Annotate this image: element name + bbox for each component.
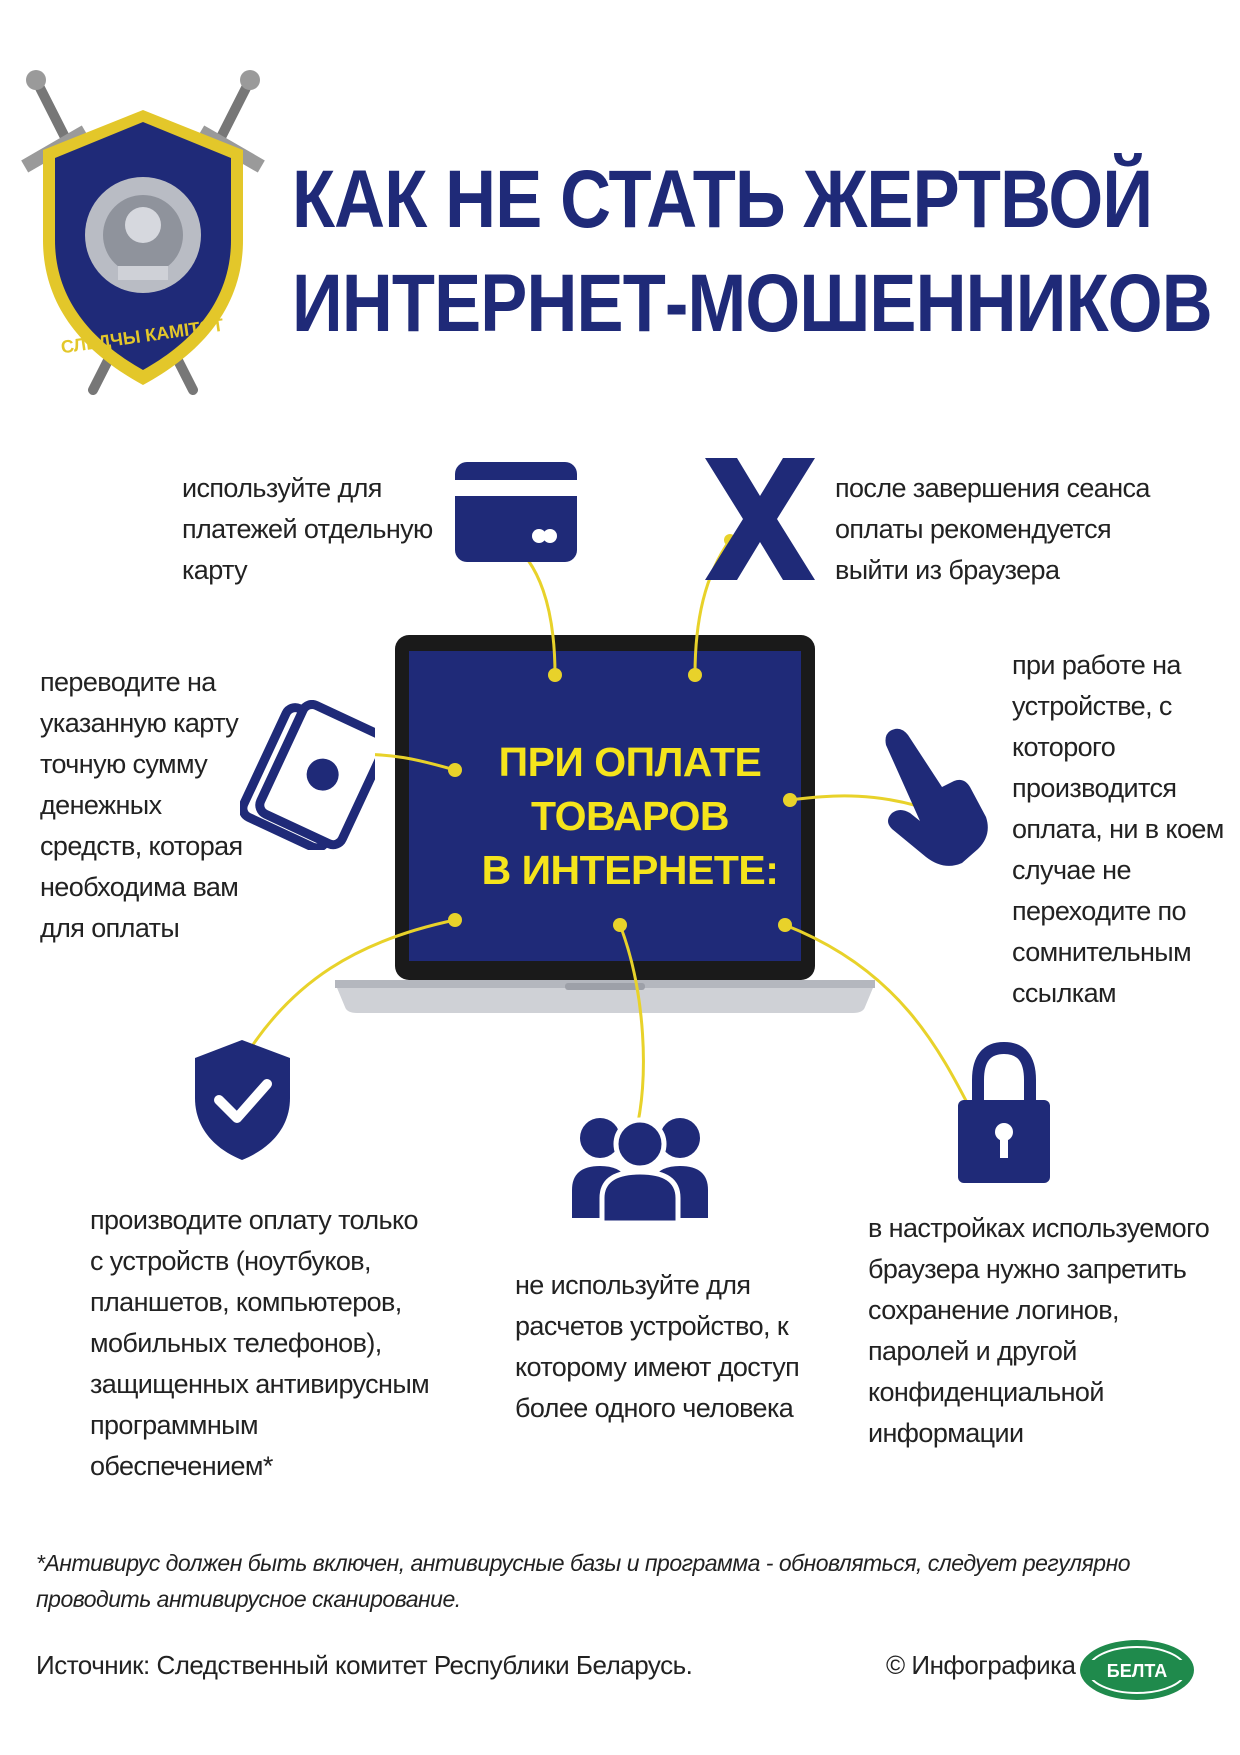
tip-line: карту — [182, 555, 248, 585]
tip-line: защищенных антивирусным — [90, 1369, 430, 1399]
tip-line: не используйте для — [515, 1270, 751, 1300]
tip-line: планшетов, компьютеров, — [90, 1287, 402, 1317]
screen-line-1: ПРИ ОПЛАТЕ — [498, 739, 762, 785]
tip-line: переводите на — [40, 667, 216, 697]
tip-line: браузера нужно запретить — [868, 1254, 1187, 1284]
tip-line: точную сумму — [40, 749, 208, 779]
tip-line: случае не — [1012, 855, 1131, 885]
tip-line: указанную карту — [40, 708, 239, 738]
close-icon — [705, 458, 815, 580]
tip-line: информации — [868, 1418, 1024, 1448]
tip-line: денежных — [40, 790, 162, 820]
tip-line: необходима вам — [40, 872, 239, 902]
tip-line: более одного человека — [515, 1393, 794, 1423]
belta-logo — [1078, 1638, 1196, 1702]
copyright-text: © Инфографика — [886, 1650, 1076, 1680]
tip-line: для оплаты — [40, 913, 180, 943]
tip-line: средств, которая — [40, 831, 243, 861]
tip-line: в настройках используемого — [868, 1213, 1210, 1243]
tip-line: программным — [90, 1410, 258, 1440]
tip-line: производится — [1012, 773, 1177, 803]
screen-line-3: В ИНТЕРНЕТЕ: — [481, 847, 779, 893]
tip-line: после завершения сеанса — [835, 473, 1150, 503]
tip-line: которому имеют доступ — [515, 1352, 800, 1382]
pointing-hand-icon — [882, 725, 990, 867]
tip-line: устройстве, с — [1012, 691, 1172, 721]
tip-line: при работе на — [1012, 650, 1181, 680]
screen-line-2: ТОВАРОВ — [531, 793, 729, 839]
tip-line: выйти из браузера — [835, 555, 1060, 585]
tip-line: переходите по — [1012, 896, 1186, 926]
footnote — [36, 1545, 1216, 1617]
emblem-text: СЛЕДЧЫ КАМІТЭТ — [59, 314, 225, 358]
tip-line: конфиденциальной — [868, 1377, 1104, 1407]
tip-suspicious-links — [1012, 645, 1224, 1014]
source-text: Источник: Следственный комитет Республики Беларусь. — [36, 1650, 693, 1680]
tip-logout-browser — [835, 468, 1150, 591]
tip-antivirus-devices — [90, 1200, 429, 1487]
tip-line: сомнительным — [1012, 937, 1192, 967]
investigative-committee-emblem — [18, 70, 268, 410]
tip-exact-sum — [40, 662, 243, 949]
tip-browser-passwords — [868, 1208, 1209, 1454]
tip-line: обеспечением* — [90, 1451, 273, 1481]
tip-line: которого — [1012, 732, 1116, 762]
banknotes-icon — [240, 700, 375, 850]
tip-line: мобильных телефонов), — [90, 1328, 382, 1358]
title-line-2: ИНТЕРНЕТ-МОШЕННИКОВ — [292, 258, 1212, 349]
tip-separate-card — [182, 468, 433, 591]
group-users-icon — [570, 1108, 710, 1223]
tip-line: расчетов устройство, к — [515, 1311, 789, 1341]
padlock-icon — [958, 1040, 1050, 1183]
tip-line: паролей и другой — [868, 1336, 1077, 1366]
tip-shared-device — [515, 1265, 799, 1429]
footnote-line-1: *Антивирус должен быть включен, антивирусные базы и программа - обновляться, следует регулярно — [36, 1550, 1131, 1576]
laptop-screen-text — [400, 735, 860, 897]
tip-line: используйте для — [182, 473, 382, 503]
shield-check-icon — [195, 1040, 290, 1160]
title-line-1: КАК НЕ СТАТЬ ЖЕРТВОЙ — [292, 154, 1153, 245]
tip-line: сохранение логинов, — [868, 1295, 1119, 1325]
tip-line: оплата, ни в коем — [1012, 814, 1224, 844]
tip-line: с устройств (ноутбуков, — [90, 1246, 371, 1276]
footnote-line-2: проводить антивирусное сканирование. — [36, 1586, 461, 1612]
tip-line: производите оплату только — [90, 1205, 418, 1235]
tip-line: ссылкам — [1012, 978, 1116, 1008]
belta-logo-text: БЕЛТА — [1106, 1661, 1168, 1681]
page-title — [292, 148, 1212, 356]
tip-line: платежей отдельную — [182, 514, 433, 544]
tip-line: оплаты рекомендуется — [835, 514, 1111, 544]
credit-card-icon — [455, 462, 577, 562]
